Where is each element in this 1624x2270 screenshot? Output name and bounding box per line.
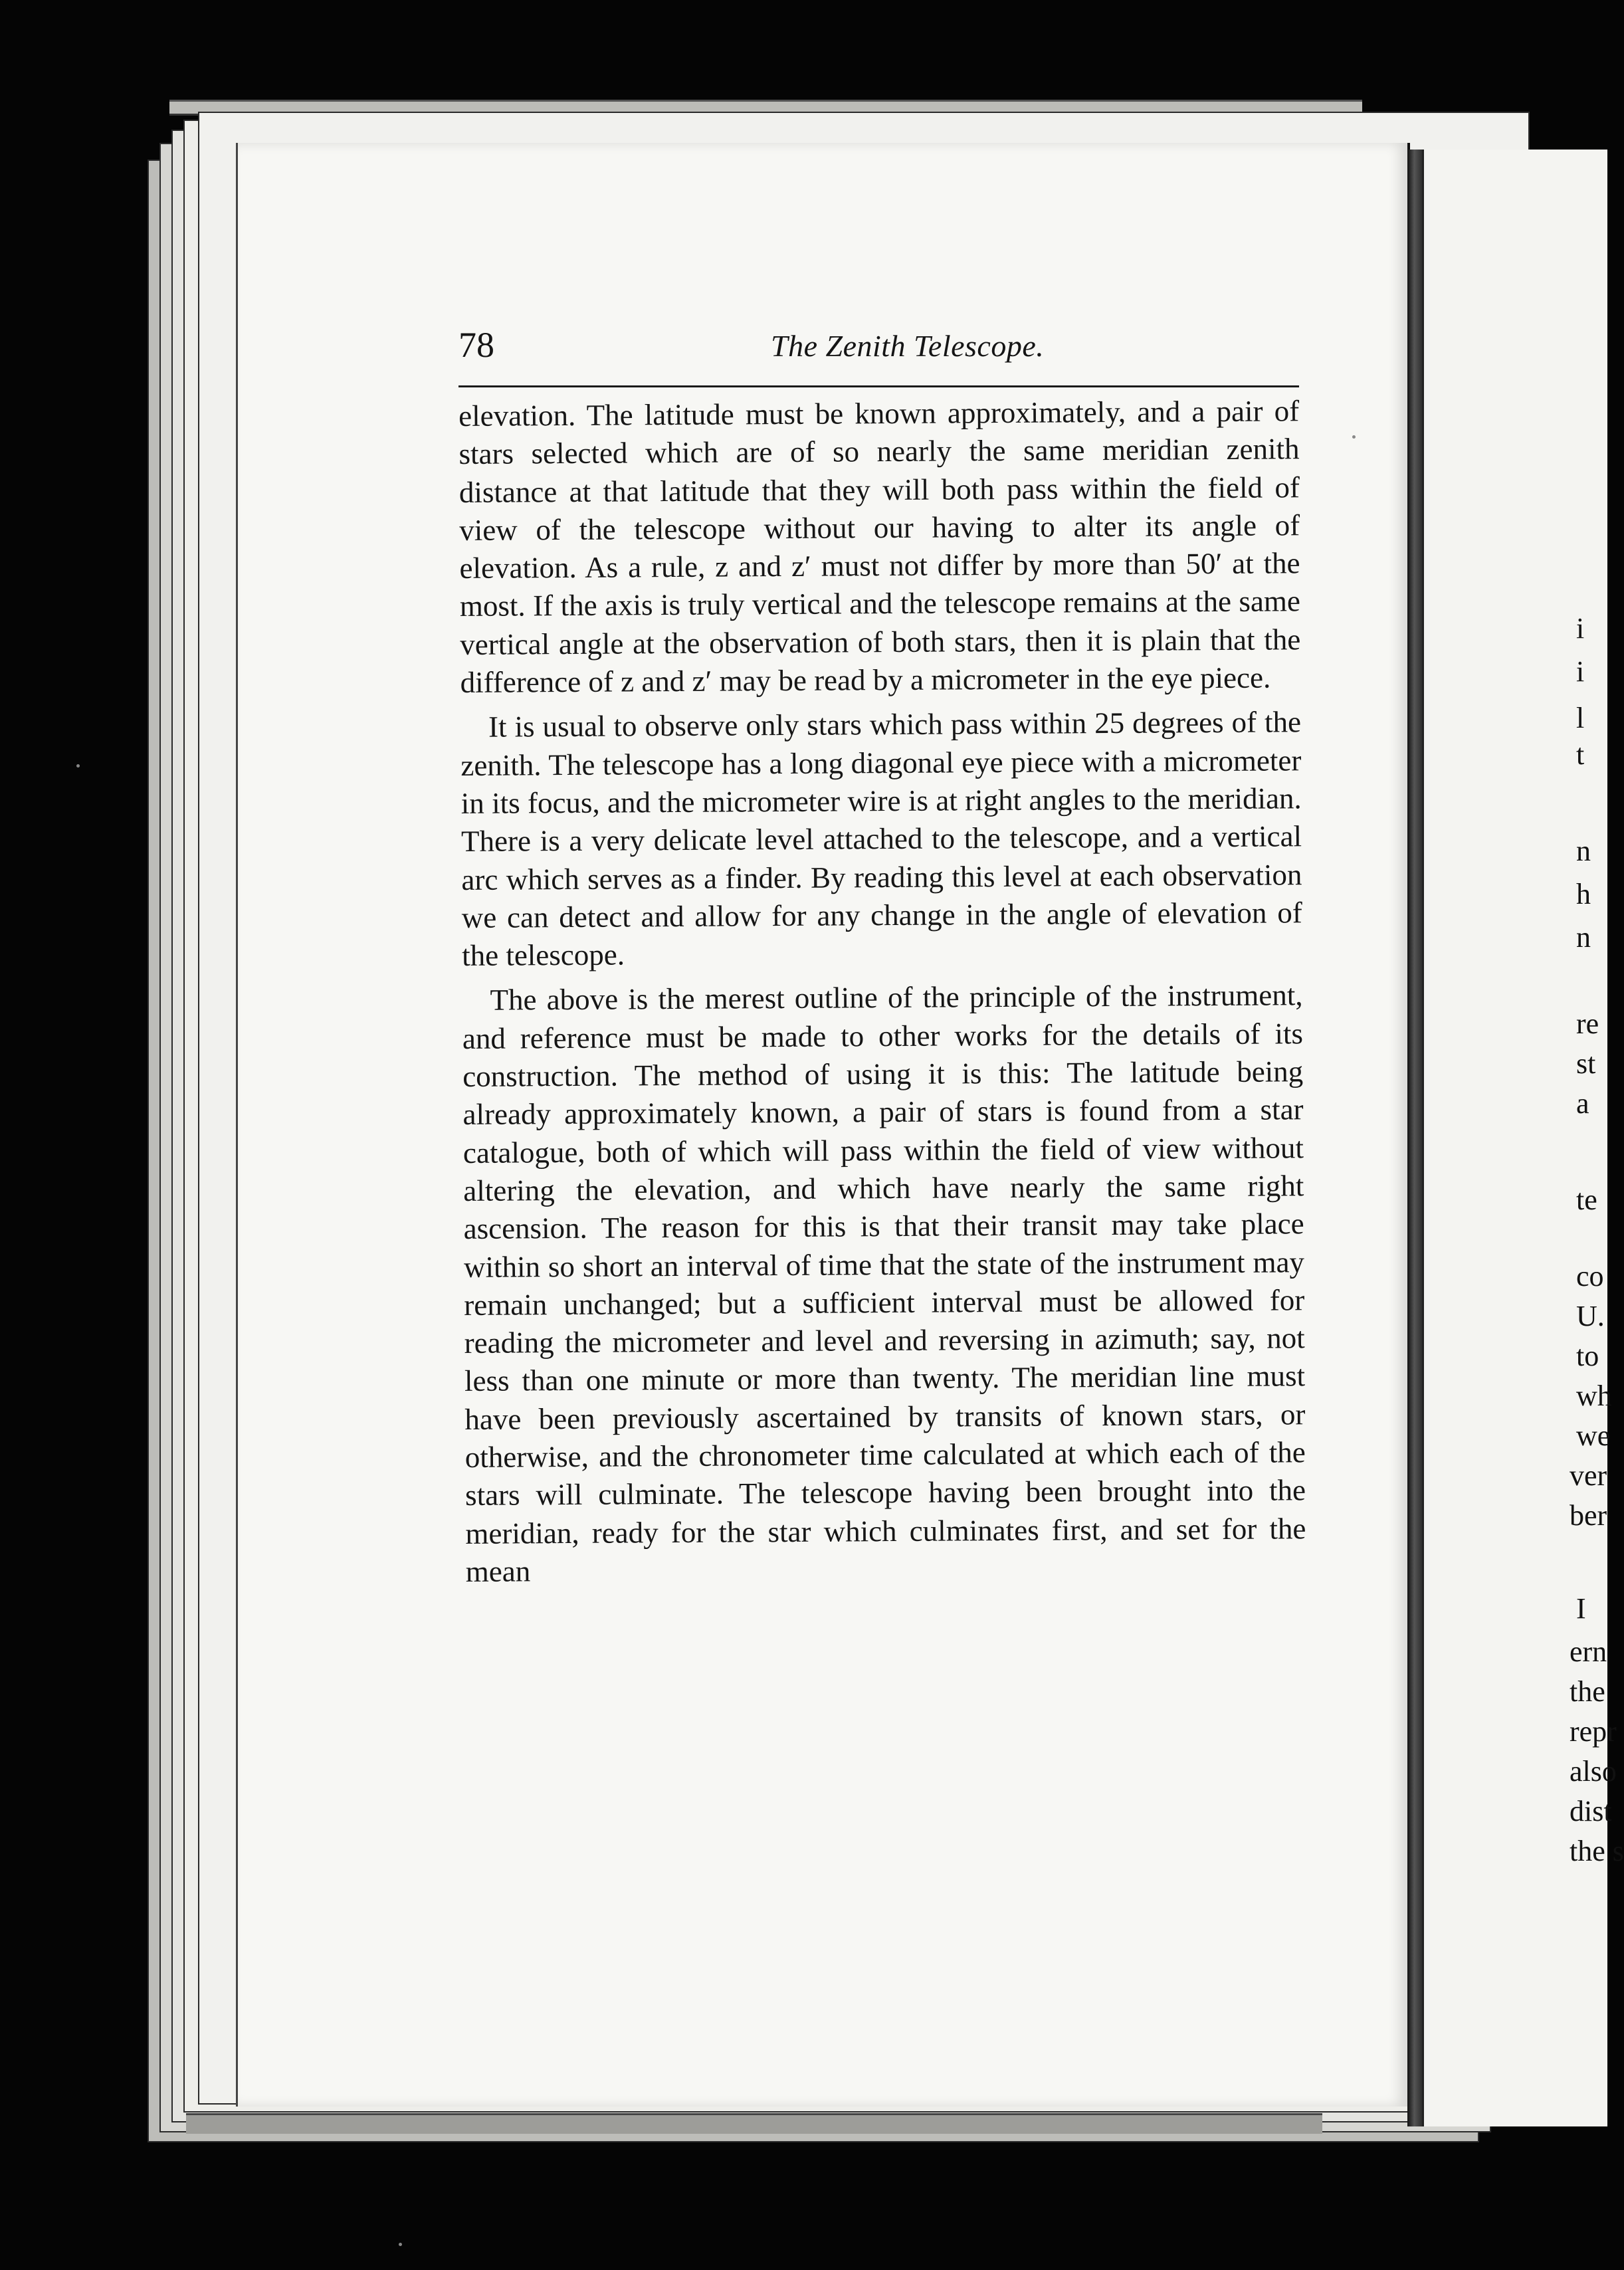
facing-page-fragment: U. [1576,1300,1605,1332]
facing-page-fragment: n [1576,921,1591,954]
facing-page-fragment: wh [1576,1380,1612,1412]
facing-page-fragment: the s [1570,1835,1624,1867]
running-title: The Zenith Telescope. [771,329,1045,363]
paragraph-2: It is usual to observe only stars which pass within 25 degrees of the zenith. The telescope has a long diagonal eye piece with a micrometer in its focus, and the micrometer wire is at right angles to the meridian. There is a very delicate level attached to the telescope, and a vertical arc which serves as a finder. By reading this level at each observation we can detect and allow for any change in the angle of elevation of the telescope. [460,705,1302,973]
facing-page-fragment: i [1576,612,1585,645]
facing-page-fragment: I [1576,1592,1586,1625]
facing-page-fragment: te [1576,1184,1597,1216]
dust-speck [76,764,80,768]
facing-page-fragment: h [1576,878,1591,910]
facing-page-fragment: n [1576,835,1591,867]
facing-page-fragment: st [1576,1047,1596,1080]
facing-page-fragment: also [1570,1755,1617,1788]
facing-page [1422,150,1624,2126]
facing-page-fragment: to [1576,1340,1599,1372]
body-text [458,392,1306,1598]
facing-page-fragment: re [1576,1007,1599,1040]
facing-page-fragment: t [1576,738,1585,771]
facing-page-fragment: repr [1570,1715,1617,1748]
facing-page-fragment: dist [1570,1795,1612,1827]
running-head [458,324,1302,377]
facing-page-fragment: i [1576,655,1585,688]
dust-speck [1352,435,1356,439]
facing-page-fragment: l [1576,702,1585,734]
facing-page-fragment: ver [1570,1459,1607,1492]
page-number: 78 [458,325,494,365]
book-bottom-edge [186,2113,1322,2134]
facing-page-fragment: we [1576,1419,1611,1452]
dust-speck [399,2243,402,2246]
paragraph-1: elevation. The latitude must be known approximately, and a pair of stars selected which are of so nearly the same meridian zenith distance at that latitude that they will both pass within the field of view of the telescope without our having to alter its angle of elevation. As a rule, z and z′ must not differ by more than 50′ at the most. If the axis is truly vertical and the telescope remains at the same vertical angle at the observation of both stars, then it is plain that the difference of z and z′ may be read by a micrometer in the eye piece. [458,394,1301,700]
facing-page-fragment: the [1570,1675,1605,1708]
header-rule [458,385,1299,387]
facing-page-fragment: ern [1570,1635,1607,1668]
facing-page-fragment: a [1576,1087,1589,1120]
facing-page-fragment: co [1576,1260,1604,1292]
paragraph-3: The above is the merest outline of the principle of the instrument, and reference must be made to other works for the details of its construction. The method of using it is this: The latitude being already approximately known, a pair of stars is found from a star catalogue, both of which will pass within the field of view without altering the elevation, and which have nearly the same right ascension. The reason for this is that their transit may take place within so short an interval of time that the state of the instrument may remain unchanged; but a sufficient interval must be allowed for reading the micrometer and level and reversing in azimuth; say, not less than one minute or more than twenty. The meridian line must have been previously ascertained by transits of known stars, or otherwise, and the chronometer time calculated at which each of the stars will culminate. The telescope having been brought into the meridian, ready for the star which culminates first, and set for the mean [462,978,1306,1588]
facing-page-fragment: ber [1570,1499,1607,1532]
